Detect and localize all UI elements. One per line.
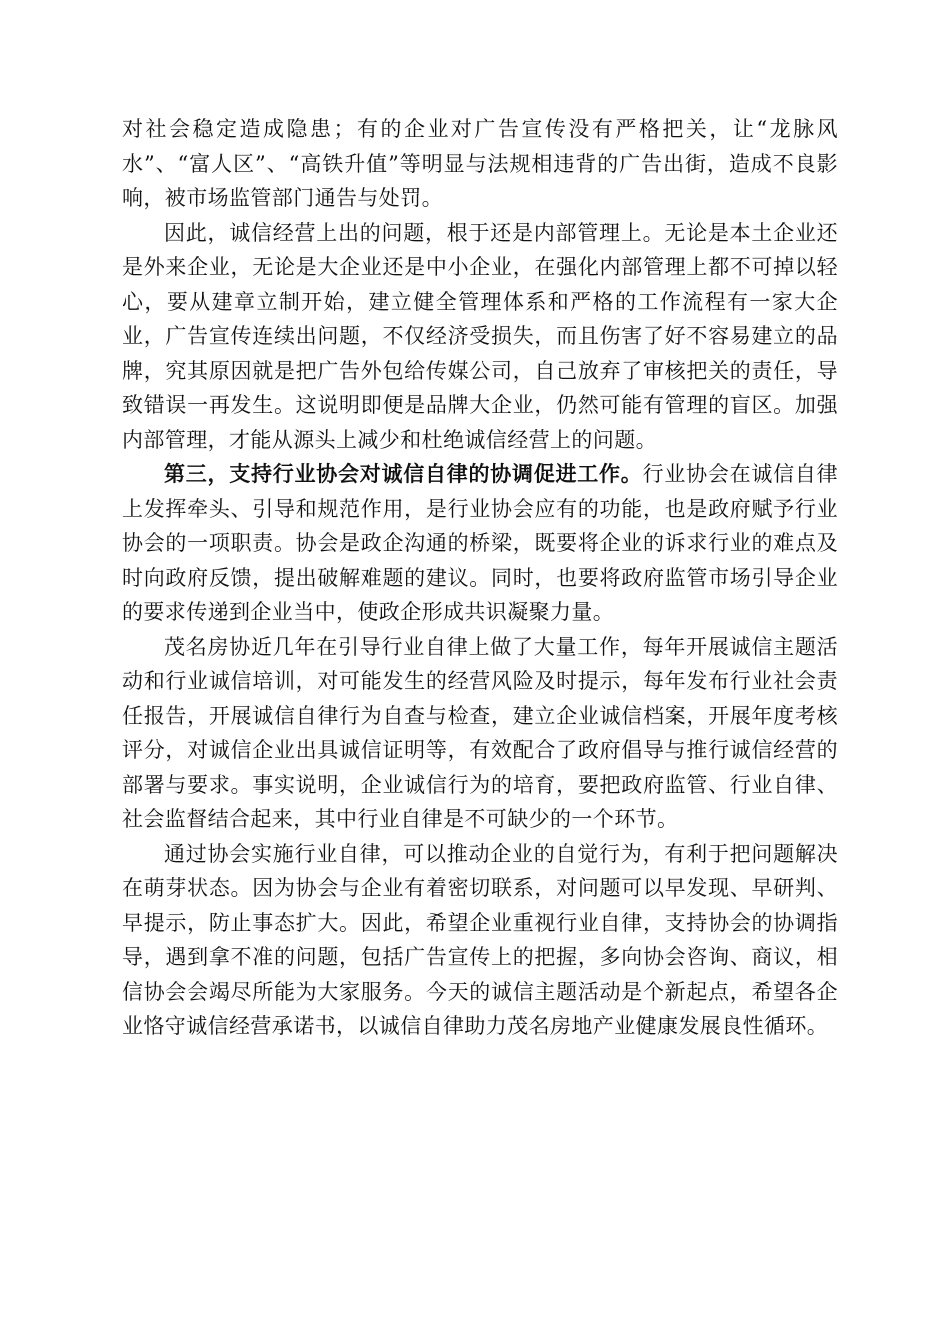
paragraph-3-text: 行业协会在诚信自律上发挥牵头、引导和规范作用，是行业协会应有的功能，也是政府赋予行业协会的一项职责。协会是政企沟通的桥梁，既要将企业的诉求行业的难点及时向政府反馈，提出破解难题的建议。同时，也要将政府监管市场引导企业的要求传递到企业当中，使政企形成共识凝聚力量。: [122, 462, 838, 624]
paragraph-3: [122, 457, 838, 630]
document-page: [122, 112, 838, 1044]
paragraph-1-text: 对社会稳定造成隐患；有的企业对广告宣传没有严格把关，让“龙脉风水”、“富人区”、“高铁升值”等明显与法规相违背的广告出街，造成不良影响，被市场监管部门通告与处罚。: [122, 117, 838, 210]
paragraph-5-text: 通过协会实施行业自律，可以推动企业的自觉行为，有利于把问题解决在萌芽状态。因为协会与企业有着密切联系，对问题可以早发现、早研判、早提示，防止事态扩大。因此，希望企业重视行业自律，支持协会的协调指导，遇到拿不准的问题，包括广告宣传上的把握，多向协会咨询、商议，相信协会会竭尽所能为大家服务。今天的诚信主题活动是个新起点，希望各企业恪守诚信经营承诺书，以诚信自律助力茂名房地产业健康发展良性循环。: [122, 841, 838, 1038]
paragraph-4-text: 茂名房协近几年在引导行业自律上做了大量工作，每年开展诚信主题活动和行业诚信培训，对可能发生的经营风险及时提示，每年发布行业社会责任报告，开展诚信自律行为自查与检查，建立企业诚信档案，开展年度考核评分，对诚信企业出具诚信证明等，有效配合了政府倡导与推行诚信经营的部署与要求。事实说明，企业诚信行为的培育，要把政府监管、行业自律、社会监督结合起来，其中行业自律是不可缺少的一个环节。: [122, 634, 838, 831]
paragraph-1: [122, 112, 838, 216]
paragraph-3-heading: 第三，支持行业协会对诚信自律的协调促进工作。: [164, 461, 643, 486]
paragraph-4: [122, 630, 838, 837]
paragraph-2-text: 因此，诚信经营上出的问题，根于还是内部管理上。无论是本土企业还是外来企业，无论是大企业还是中小企业，在强化内部管理上都不可掉以轻心，要从建章立制开始，建立健全管理体系和严格的工作流程有一家大企业，广告宣传连续出问题，不仅经济受损失，而且伤害了好不容易建立的品牌，究其原因就是把广告外包给传媒公司，自己放弃了审核把关的责任，导致错误一再发生。这说明即便是品牌大企业，仍然可能有管理的盲区。加强内部管理，才能从源头上减少和杜绝诚信经营上的问题。: [122, 220, 838, 452]
paragraph-2: [122, 216, 838, 458]
paragraph-5: [122, 837, 838, 1044]
